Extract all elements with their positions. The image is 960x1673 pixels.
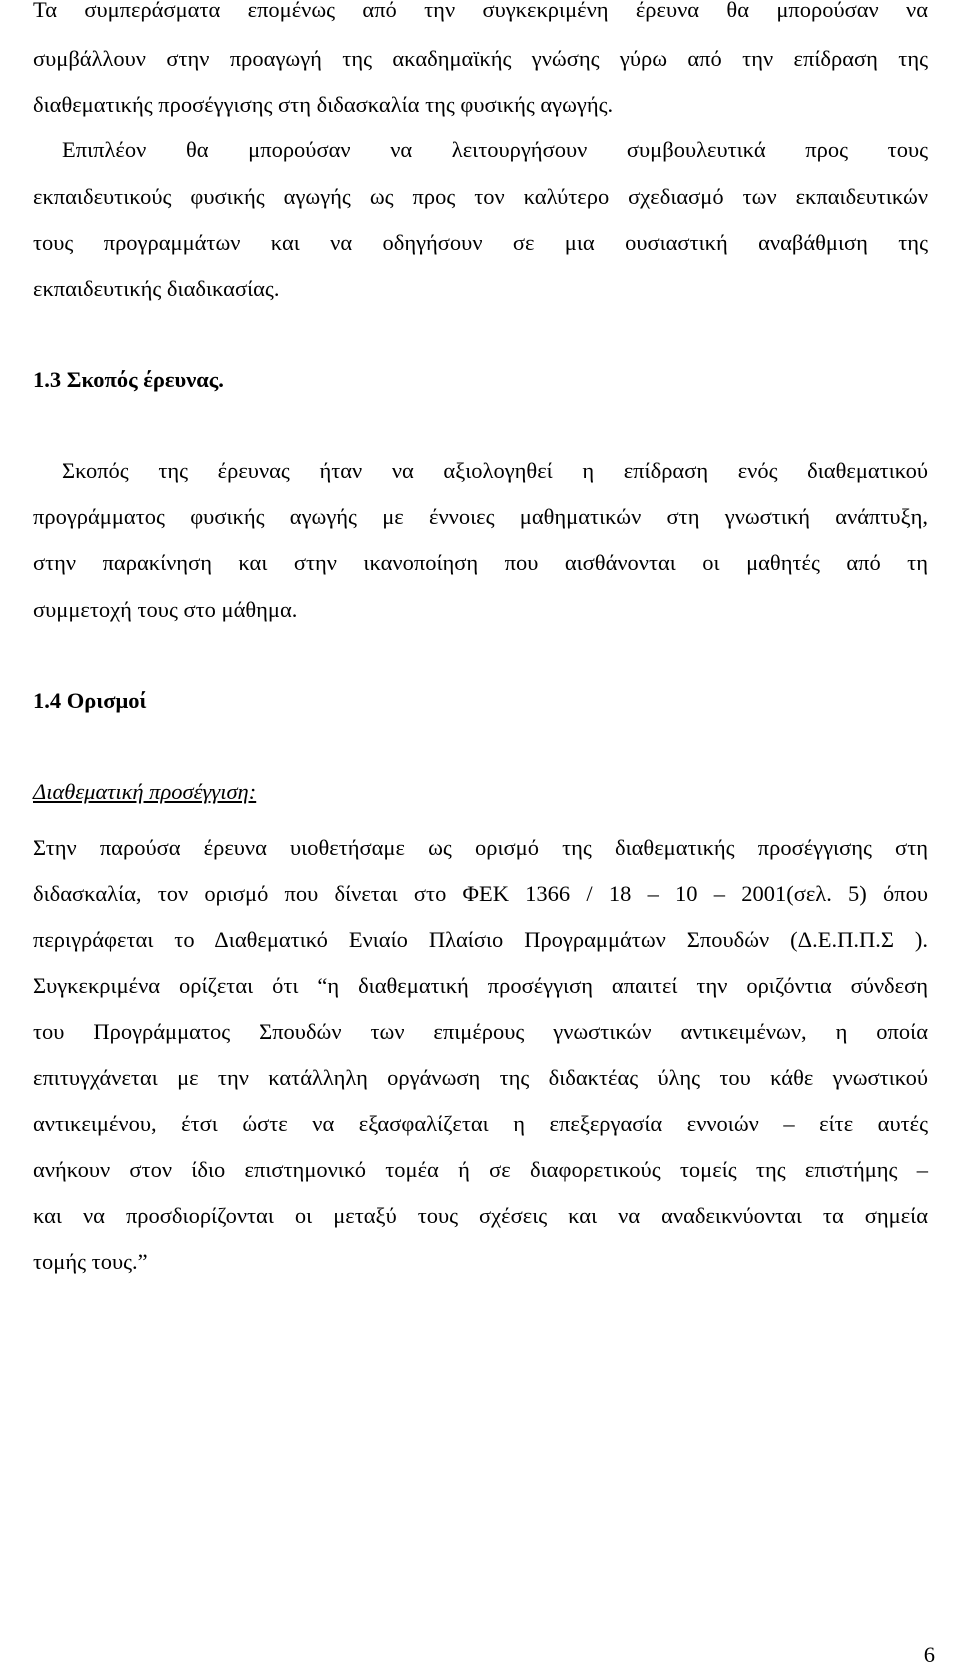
paragraph-line: Σκοπός της έρευνας ήταν να αξιολογηθεί η επίδραση ενός διαθεματικού [62,458,928,483]
paragraph-line: εκπαιδευτικής διαδικασίας. [33,276,280,301]
paragraph-line: αντικειμένου, έτσι ώστε να εξασφαλίζεται η επεξεργασία εννοιών – είτε αυτές [33,1111,928,1136]
paragraph-line: και να προσδιορίζονται οι μεταξύ τους σχέσεις και να αναδεικνύονται τα σημεία [33,1203,928,1228]
paragraph-line: τους προγραμμάτων και να οδηγήσουν σε μια ουσιαστική αναβάθμιση της [33,230,928,255]
paragraph-line: διαθεματικής προσέγγισης στη διδασκαλία της φυσικής αγωγής. [33,92,614,117]
paragraph-line: διδασκαλία, τον ορισμό που δίνεται στο ΦΕΚ 1366 / 18 – 10 – 2001(σελ. 5) όπου [33,881,928,906]
paragraph-line: του Προγράμματος Σπουδών των επιμέρους γνωστικών αντικειμένων, η οποία [33,1019,928,1044]
paragraph-line: Συγκεκριμένα ορίζεται ότι “η διαθεματική προσέγγιση απαιτεί την οριζόντια σύνδεση [33,973,928,998]
paragraph-line: συμβάλλουν στην προαγωγή της ακαδημαϊκής γνώσης γύρω από την επίδραση της [33,46,928,71]
section-heading: 1.4 Ορισμοί [33,688,147,713]
paragraph-line: Στην παρούσα έρευνα υιοθετήσαμε ως ορισμό της διαθεματικής προσέγγισης στη [33,835,928,860]
paragraph-line: προγράμματος φυσικής αγωγής με έννοιες μαθηματικών στη γνωστική ανάπτυξη, [33,504,928,529]
definition-subheading: Διαθεματική προσέγγιση: [33,779,257,804]
section-heading: 1.3 Σκοπός έρευνας. [33,367,224,392]
paragraph-line: Τα συμπεράσματα επομένως από την συγκεκριμένη έρευνα θα μπορούσαν να [33,0,928,22]
paragraph-line: στην παρακίνηση και στην ικανοποίηση που αισθάνονται οι μαθητές από τη [33,550,928,575]
paragraph-line: εκπαιδευτικούς φυσικής αγωγής ως προς τον καλύτερο σχεδιασμό των εκπαιδευτικών [33,184,928,209]
page-number: 6 [923,1642,935,1667]
paragraph-line: συμμετοχή τους στο μάθημα. [33,597,298,622]
paragraph-line: περιγράφεται το Διαθεματικό Ενιαίο Πλαίσιο Προγραμμάτων Σπουδών (Δ.Ε.Π.Π.Σ ). [33,927,928,952]
paragraph-line: Επιπλέον θα μπορούσαν να λειτουργήσουν συμβουλευτικά προς τους [62,137,928,162]
paragraph-line: τομής τους.” [33,1249,148,1274]
paragraph-line: ανήκουν στον ίδιο επιστημονικό τομέα ή σε διαφορετικούς τομείς της επιστήμης – [33,1157,928,1182]
paragraph-line: επιτυγχάνεται με την κατάλληλη οργάνωση της διδακτέας ύλης του κάθε γνωστικού [33,1065,928,1090]
